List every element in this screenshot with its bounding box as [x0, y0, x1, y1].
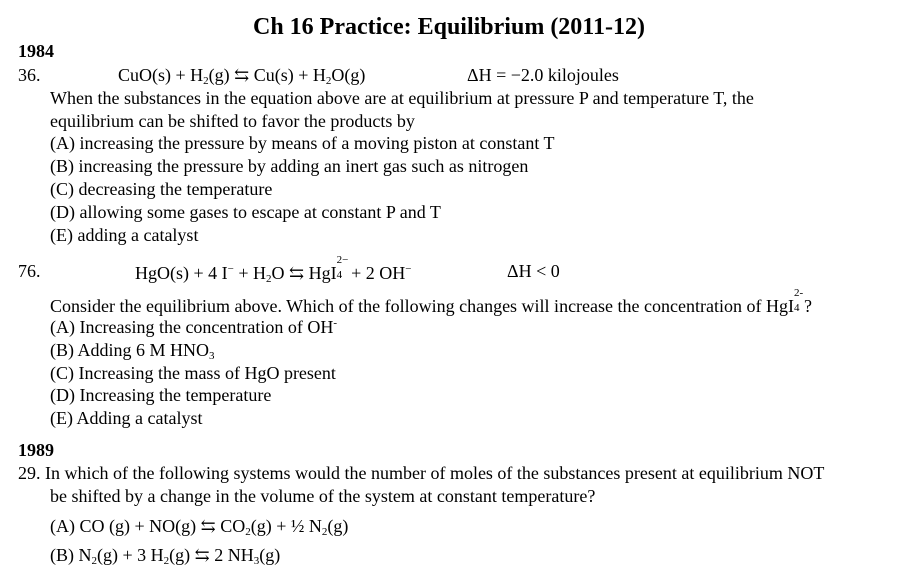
enthalpy-36: ΔH = −2.0 kilojoules [467, 65, 619, 85]
answer-option-36-a: (A) increasing the pressure by means of a moving piston at constant T [50, 133, 555, 153]
enthalpy-76: ΔH < 0 [507, 261, 560, 281]
answer-option-36-c: (C) decreasing the temperature [50, 179, 273, 199]
year-heading-1989: 1989 [18, 440, 54, 460]
equilibrium-arrow-icon: ⇆ [289, 263, 305, 283]
answer-option-29-b: (B) $N_2(g) + 3$ $H_2(g)$ ⇆ 2 $NH_3(g)$ [50, 545, 281, 567]
answer-option-76-c: (C) Increasing the mass of HgO present [50, 363, 336, 383]
question-stem-36-line1: When the substances in the equation above are at equilibrium at pressure P and temperature T, the [50, 88, 754, 108]
answer-option-36-e: (E) adding a catalyst [50, 225, 199, 245]
answer-option-36-d: (D) allowing some gases to escape at constant P and T [50, 202, 441, 222]
question-stem-29-line1: 29. In which of the following systems would the number of moles of the substances present at equilibrium NOT [18, 463, 825, 483]
question-stem-76: Consider the equilibrium above. Which of the following changes will increase the concentration of HgI 2- 4 ? [50, 287, 812, 316]
question-stem-36-line2: equilibrium can be shifted to favor the products by [50, 111, 415, 131]
question-number-36: 36. [18, 65, 41, 85]
answer-option-36-b: (B) increasing the pressure by adding an inert gas such as nitrogen [50, 156, 529, 176]
page-title: Ch 16 Practice: Equilibrium (2011-12) [253, 14, 645, 40]
answer-option-76-d: (D) Increasing the temperature [50, 385, 272, 405]
equilibrium-arrow-icon: ⇆ [194, 545, 210, 565]
equation-76: HgO(s) + 4 $I^- + H_2O$ ⇆ HgI 2− 4 + 2 OH− [135, 254, 412, 285]
answer-option-76-b: (B) Adding 6 M $HNO_3$ [50, 340, 215, 362]
answer-option-29-a: (A) CO (g) + NO(g) ⇆ $CO_2(g)$ + ½ $N_2(g)$ [50, 516, 349, 538]
equation-36: $CuO(s) + H_2(g)$ ⇆ $Cu(s) + H_2O(g)$ [118, 65, 366, 87]
answer-option-76-e: (E) Adding a catalyst [50, 408, 203, 428]
equilibrium-arrow-icon: ⇆ [200, 516, 216, 536]
question-number-76: 76. [18, 261, 41, 281]
answer-option-76-a: (A) Increasing the concentration of OH- [50, 317, 338, 337]
question-stem-29-line2: be shifted by a change in the volume of the system at constant temperature? [50, 486, 596, 506]
equilibrium-arrow-icon: ⇆ [234, 65, 250, 85]
year-heading-1984: 1984 [18, 41, 54, 61]
